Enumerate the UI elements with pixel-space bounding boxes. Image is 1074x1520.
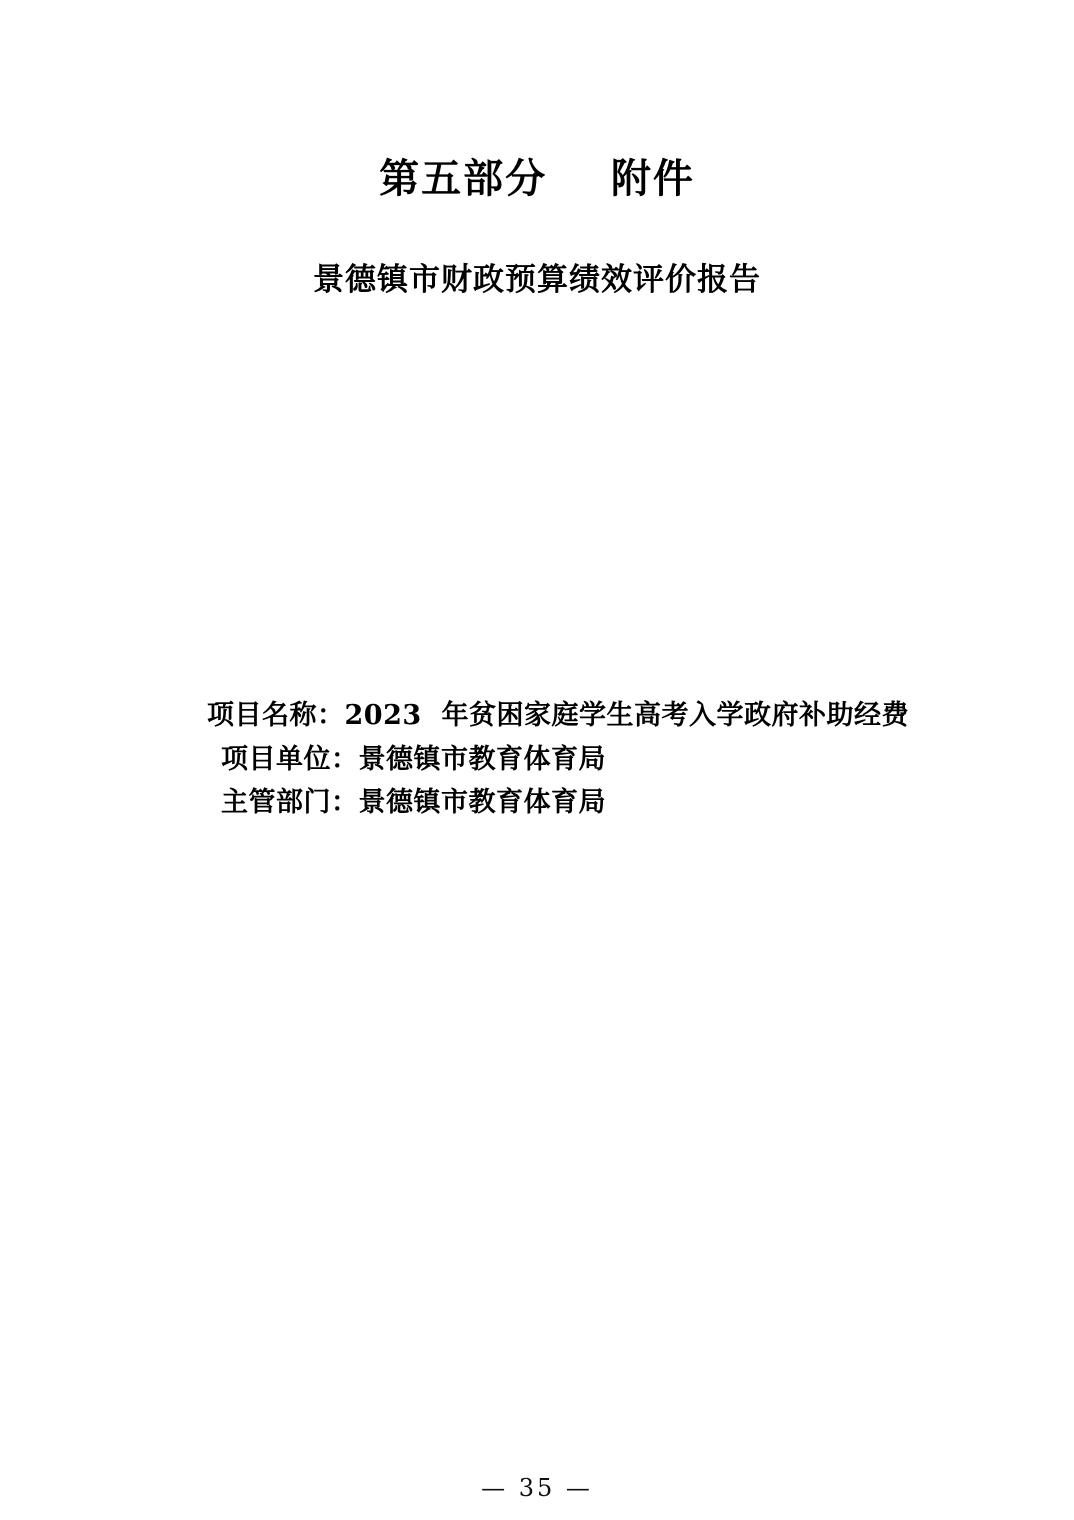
supervising-department-line: 主管部门：景德镇市教育体育局 <box>221 787 606 819</box>
project-unit-line: 项目单位：景德镇市教育体育局 <box>221 743 606 775</box>
project-name-line: 项目名称：2023 年贫困家庭学生高考入学政府补助经费 <box>207 700 909 731</box>
document-subtitle: 景德镇市财政预算绩效评价报告 <box>313 261 761 298</box>
project-meta-block <box>207 694 967 825</box>
page-title: 第五部分 附件 <box>379 154 695 202</box>
page-number-footer: — 35 — <box>481 1474 593 1502</box>
